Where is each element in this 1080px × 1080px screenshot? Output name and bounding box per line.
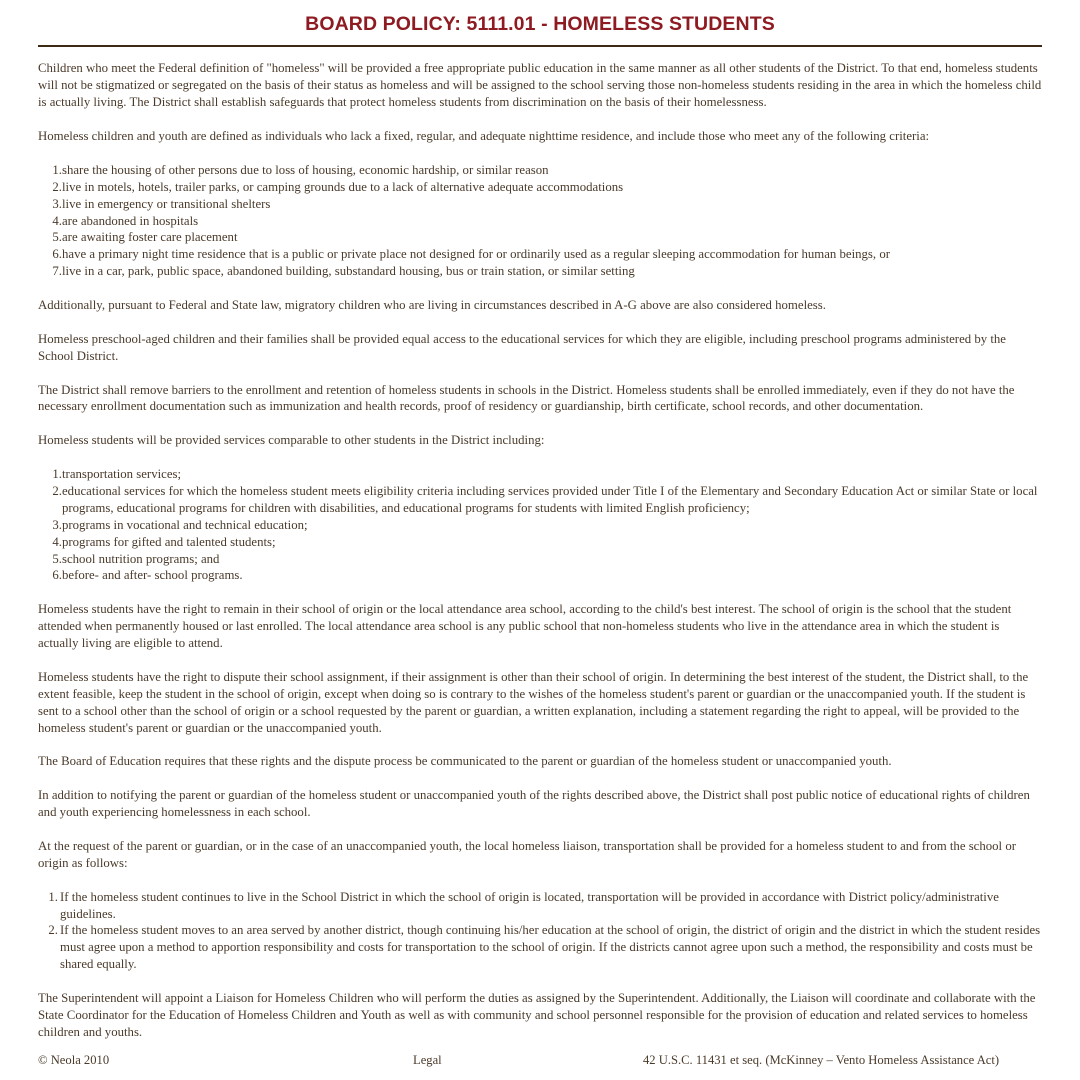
list-item: are abandoned in hospitals [62,213,199,228]
list-item: school nutrition programs; and [62,551,220,566]
list-item: programs for gifted and talented students; [62,534,276,549]
title-divider [38,45,1042,47]
services-list [38,466,1042,584]
paragraph-preschool: Homeless preschool-aged children and their families shall be provided equal access to the educational services for which they are eligible, including preschool programs administered by the School District. [38,331,1006,363]
paragraph-enrollment-barriers: The District shall remove barriers to the enrollment and retention of homeless students in schools in the District. Homeless students shall be enrolled immediately, even if they do not have the necessary enrollment documentation such as immunization and health records, proof of residency or guardianship, birth certificate, school records, and other documentation. [38,382,1015,414]
paragraph-transportation-lead: At the request of the parent or guardian, or in the case of an unaccompanied youth, the local homeless liaison, transportation shall be provided for a homeless student to and from the school or origin as follows: [38,838,1016,870]
list-item: programs in vocational and technical education; [62,517,308,532]
transportation-list [38,889,1042,974]
list-item: are awaiting foster care placement [62,230,238,245]
paragraph-board-communication: The Board of Education requires that these rights and the dispute process be communicated to the parent or guardian of the homeless student or unaccompanied youth. [38,754,892,769]
list-item: transportation services; [62,467,182,482]
paragraph-public-notice: In addition to notifying the parent or guardian of the homeless student or unaccompanied youth of the rights described above, the District shall post public notice of educational rights of children and youth experiencing homelessness in each school. [38,788,1030,820]
paragraph-dispute-rights: Homeless students have the right to dispute their school assignment, if their assignment is other than their school of origin. In determining the best interest of the student, the District shall, to the extent feasible, keep the student in the school of origin, except when doing so is contrary to the wishes of the homeless student's parent or guardian or the unaccompanied youth. If the student is sent to a school other than the school of origin or a school requested by the parent or guardian, a written explanation, including a statement regarding the right to appeal, will be provided to the homeless student's parent or guardian or the unaccompanied youth. [38,669,1029,735]
footer-citation: 42 U.S.C. 11431 et seq. (McKinney – Vento Homeless Assistance Act) [643,1053,1000,1067]
list-item: have a primary night time residence that is a public or private place not designed for or ordinarily used as a regular sleeping accommodation for human beings, or [62,247,890,262]
criteria-list [38,162,1042,280]
list-item: If the homeless student continues to live in the School District in which the school of origin is located, transportation will be provided in accordance with District policy/administrative guidelines. [60,889,999,921]
footer-copyright: © Neola 2010 [38,1053,110,1067]
paragraph-intro: Children who meet the Federal definition of "homeless" will be provided a free appropriate public education in the same manner as all other students of the District. To that end, homeless students will not be stigmatized or segregated on the basis of their status as homeless and will be assigned to the school serving those non-homeless students residing in the area in which the homeless child is actually living. The District shall establish safeguards that protect homeless students from discrimination on the basis of their homelessness. [38,61,1042,110]
paragraph-migratory-children: Additionally, pursuant to Federal and State law, migratory children who are living in circumstances described in A-G above are also considered homeless. [38,298,826,313]
paragraph-school-of-origin: Homeless students have the right to remain in their school of origin or the local attendance area school, according to the child's best interest. The school of origin is the school that the student attended when permanently housed or last enrolled. The local attendance area school is any public school that non-homeless students who live in the attendance area in which the student is actually living are eligible to attend. [38,602,1012,651]
list-item: share the housing of other persons due to loss of housing, economic hardship, or similar reason [62,162,549,177]
list-item: live in emergency or transitional shelters [62,196,271,211]
list-item: live in motels, hotels, trailer parks, or camping grounds due to a lack of alternative adequate accommodations [62,179,624,194]
list-item: before- and after- school programs. [62,568,243,583]
list-item: educational services for which the homeless student meets eligibility criteria including services provided under Title I of the Elementary and Secondary Education Act or similar State or local programs, educational programs for children with disabilities, and educational programs for students with limited English proficiency; [62,483,1038,515]
document-body [0,60,1080,1040]
paragraph-definition-lead: Homeless children and youth are defined as individuals who lack a fixed, regular, and adequate nighttime residence, and include those who meet any of the following criteria: [38,129,930,143]
page-title: BOARD POLICY: 5111.01 - HOMELESS STUDENTS [305,13,775,35]
footer-category: Legal [413,1053,442,1067]
list-item: live in a car, park, public space, abandoned building, substandard housing, bus or train station, or similar setting [62,264,635,279]
paragraph-services-lead: Homeless students will be provided services comparable to other students in the District including: [38,433,545,448]
paragraph-liaison: The Superintendent will appoint a Liaison for Homeless Children who will perform the duties as assigned by the Superintendent. Additionally, the Liaison will coordinate and collaborate with the State Coordinator for the Education of Homeless Children and Youth as well as with community and school personnel responsible for the provision of education and related services to homeless children and youths. [38,991,1036,1039]
document-footer [0,1052,1080,1068]
list-item: If the homeless student moves to an area served by another district, though continuing his/her education at the school of origin, the district of origin and the district in which the student resides must agree upon a method to apportion responsibility and costs for transportation to the school of origin. If the districts cannot agree upon such a method, the responsibility and costs must be shared equally. [60,923,1041,972]
